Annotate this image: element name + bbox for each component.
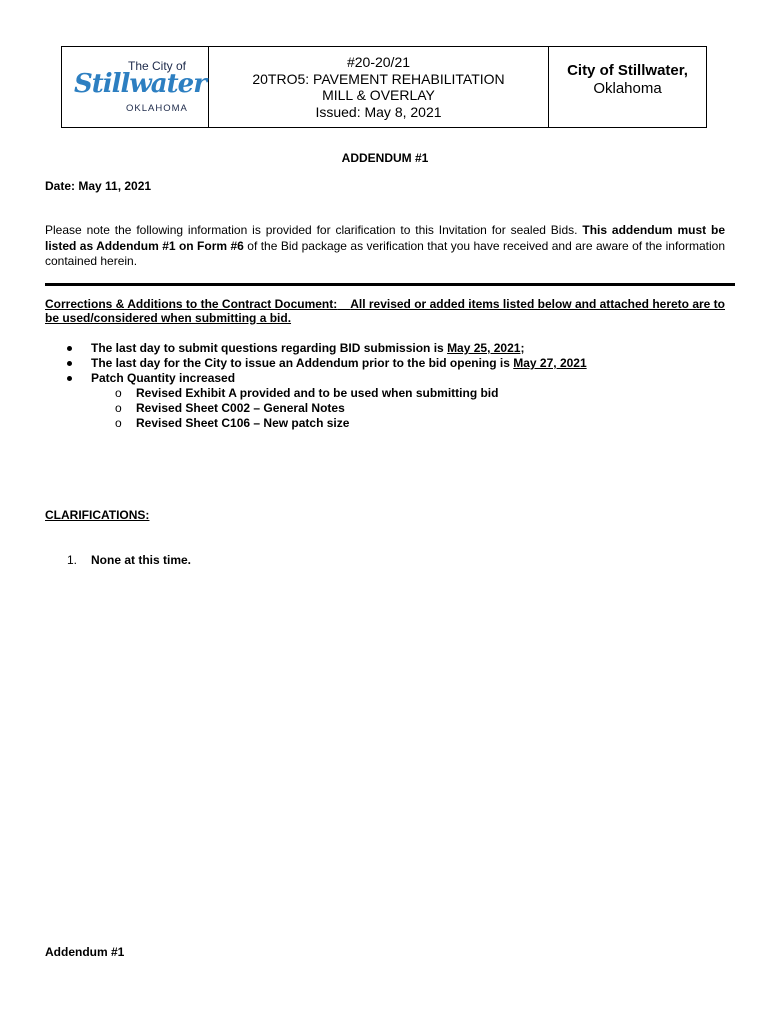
bullet-text: The last day for the City to issue an Addendum prior to the bid opening is (91, 356, 514, 370)
sub-bullet-marker: o (115, 416, 122, 430)
issued-date: Issued: May 8, 2021 (315, 103, 442, 120)
corrections-rest: All revised or added items listed below and attached hereto are to be used/considered when submitting a bid. (45, 297, 726, 325)
sub-bullet-marker: o (115, 386, 122, 400)
intro-text-1: Please note the following information is provided for clarification to this Invitation for sealed Bids. (45, 223, 583, 237)
list-item (91, 371, 235, 385)
bullet-suffix: ; (520, 341, 525, 355)
logo-oklahoma: OKLAHOMA (126, 103, 188, 114)
bid-number: #20-20/21 (346, 54, 411, 70)
divider-rule (45, 283, 735, 286)
sub-list-item: Revised Sheet C002 – General Notes (136, 401, 345, 415)
city-logo (68, 57, 206, 117)
logo-stillwater: Stillwater (74, 69, 206, 99)
clarifications-heading: CLARIFICATIONS: (45, 508, 150, 522)
page-footer: Addendum #1 (45, 945, 125, 959)
bullet-dot-icon (67, 376, 72, 381)
bullet-date: May 27, 2021 (513, 356, 587, 370)
project-cell (209, 47, 549, 127)
bullet-text: Patch Quantity increased (91, 371, 236, 385)
clarification-number: 1. (67, 553, 78, 567)
sub-list-item: Revised Sheet C106 – New patch size (136, 416, 350, 430)
list-item (91, 341, 524, 355)
project-sub: MILL & OVERLAY (322, 87, 435, 103)
sub-bullet-marker: o (115, 401, 122, 415)
sub-list-item: Revised Exhibit A provided and to be used when submitting bid (136, 386, 499, 400)
addendum-date: Date: May 11, 2021 (45, 179, 152, 193)
corrections-heading (45, 297, 725, 325)
bullet-text: The last day to submit questions regarding BID submission is (91, 341, 448, 355)
corrections-title: Corrections & Additions to the Contract Document: (45, 297, 338, 311)
city-name: City of Stillwater, (567, 62, 688, 79)
header-table (61, 46, 707, 128)
clarification-item: None at this time. (91, 553, 192, 567)
bullet-date: May 25, 2021 (447, 341, 521, 355)
list-item (91, 356, 587, 370)
city-cell (549, 47, 706, 127)
state-name: Oklahoma (593, 80, 662, 97)
bullet-dot-icon (67, 361, 72, 366)
project-line: 20TRO5: PAVEMENT REHABILITATION (252, 70, 505, 87)
intro-text-2: of the Bid package as verification that you have received and are aware of the information contained herein. (45, 238, 725, 268)
intro-bold: This addendum must be listed as Addendum #1 on Form #6 (45, 223, 725, 253)
bullet-dot-icon (67, 346, 72, 351)
addendum-title: ADDENDUM #1 (341, 151, 429, 165)
logo-the-city: The City of (128, 59, 187, 73)
logo-cell (62, 47, 209, 127)
intro-paragraph (45, 223, 725, 270)
